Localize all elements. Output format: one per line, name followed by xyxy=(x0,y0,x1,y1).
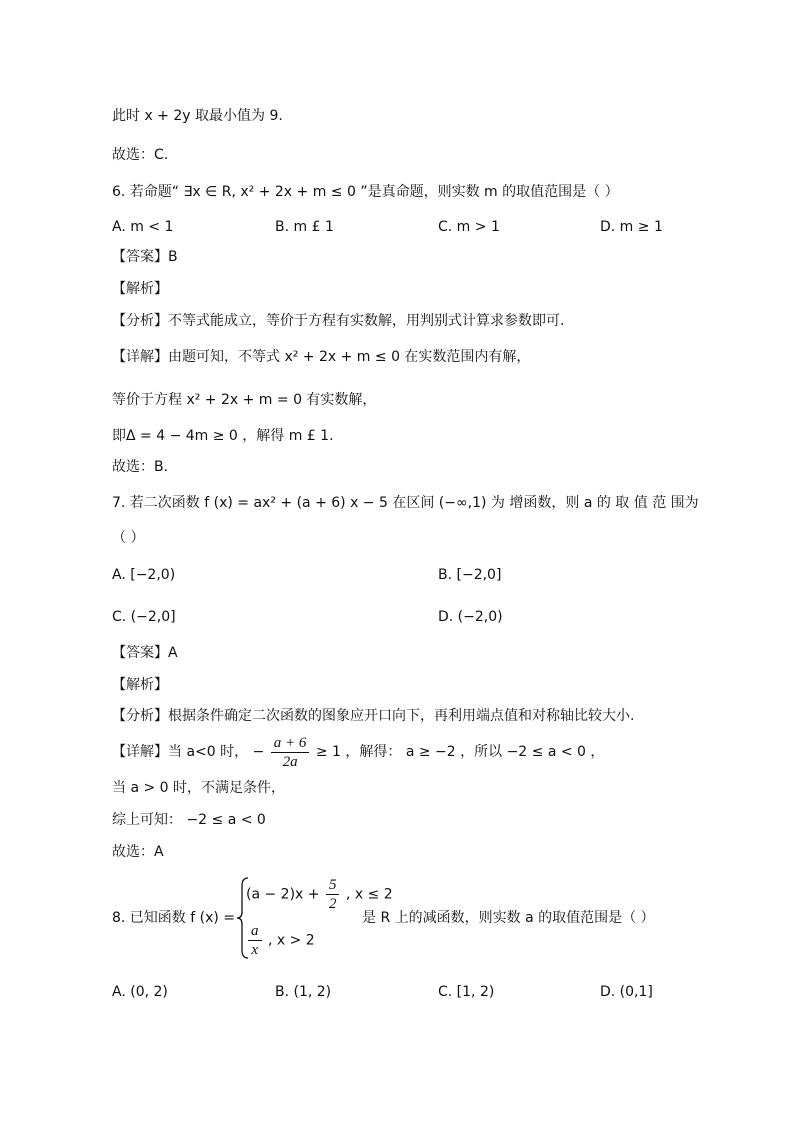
q6-choose: 故选：B. xyxy=(112,459,169,475)
text-line: 此时 x + 2y 取最小值为 9. xyxy=(112,108,283,124)
q7-detail-pre: 【详解】当 a<0 时， − xyxy=(112,744,265,760)
question-7: 7. 若二次函数 f (x) = ax² + (a + 6) x − 5 在区间 (−∞,1) 为 增函数，则 a 的 取 值 范 围为 xyxy=(112,495,699,511)
piecewise-case-2 xyxy=(246,922,315,959)
case-2-numerator: a xyxy=(248,922,262,941)
q7-choose: 故选：A xyxy=(112,844,164,860)
q6-answer: 【答案】B xyxy=(112,249,178,265)
q6-option-a: A. m < 1 xyxy=(112,219,174,235)
q6-option-d: D. m ≥ 1 xyxy=(600,219,663,235)
q8-option-b: B. (1, 2) xyxy=(275,984,332,1000)
question-6: 6. 若命题“ ∃x ∈ R, x² + 2x + m ≤ 0 ”是真命题，则实数 m 的取值范围是（ ） xyxy=(112,184,619,200)
q7-option-d: D. (−2,0) xyxy=(438,609,503,625)
q8-option-a: A. (0, 2) xyxy=(112,984,168,1000)
q7-fraction-numerator: a + 6 xyxy=(271,734,310,753)
q7-fraction-denominator: 2a xyxy=(282,753,298,770)
q7-fraction xyxy=(271,734,310,771)
q6-option-b: B. m £ 1 xyxy=(275,219,334,235)
case-1-fraction xyxy=(326,876,340,913)
case-1-expr: (a − 2)x + xyxy=(246,886,320,903)
case-1-numerator: 5 xyxy=(326,876,340,895)
q7-analysis-heading: 【解析】 xyxy=(112,677,168,693)
q7-option-b: B. [−2,0] xyxy=(438,567,502,583)
case-2-fraction xyxy=(248,922,262,959)
question-8-pre: 8. 已知函数 f (x) = xyxy=(112,910,236,926)
case-2-condition: , x > 2 xyxy=(267,932,315,949)
q7-detail-2: 当 a > 0 时，不满足条件， xyxy=(112,780,286,796)
q7-option-a: A. [−2,0) xyxy=(112,567,176,583)
q6-detail: 【详解】由题可知，不等式 x² + 2x + m ≤ 0 在实数范围内有解， xyxy=(112,349,531,365)
q6-option-c: C. m > 1 xyxy=(438,219,500,235)
q8-option-d: D. (0,1] xyxy=(600,984,653,1000)
q7-detail-3: 综上可知： −2 ≤ a < 0 xyxy=(112,812,266,828)
q7-analysis: 【分析】根据条件确定二次函数的图象应开口向下，再利用端点值和对称轴比较大小. xyxy=(112,708,635,724)
q6-analysis-heading: 【解析】 xyxy=(112,281,168,297)
q7-paren: （ ） xyxy=(112,530,145,546)
q7-option-c: C. (−2,0] xyxy=(112,609,176,625)
case-1-denominator: 2 xyxy=(328,896,337,912)
q6-detail-2: 等价于方程 x² + 2x + m = 0 有实数解， xyxy=(112,392,377,408)
q7-detail xyxy=(112,732,604,772)
q6-analysis: 【分析】不等式能成立，等价于方程有实数解，用判别式计算求参数即可. xyxy=(112,313,565,329)
case-2-denominator: x xyxy=(251,942,259,958)
text-line: 故选：C. xyxy=(112,147,169,163)
q8-option-c: C. [1, 2) xyxy=(438,984,495,1000)
q7-answer: 【答案】A xyxy=(112,645,178,661)
q6-detail-3: 即Δ = 4 − 4m ≥ 0 ，解得 m £ 1. xyxy=(112,428,334,444)
q7-detail-post: ≥ 1 ，解得： a ≥ −2 ，所以 −2 ≤ a < 0 ， xyxy=(315,744,605,760)
question-8-post: 是 R 上的减函数，则实数 a 的取值范围是（ ） xyxy=(362,910,655,926)
case-1-condition: , x ≤ 2 xyxy=(345,886,393,903)
